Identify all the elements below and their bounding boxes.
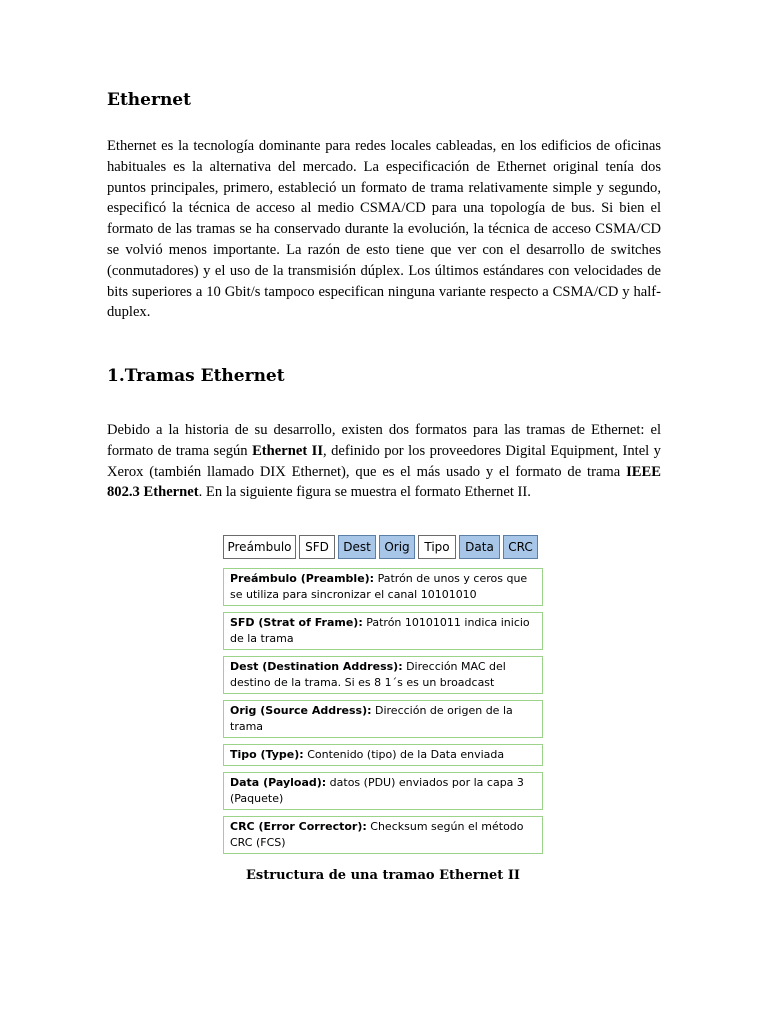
field-definition [223, 612, 543, 650]
field-definition [223, 700, 543, 738]
definition-term: Tipo (Type): [230, 748, 304, 761]
definition-term: Orig (Source Address): [230, 704, 372, 717]
ethernet-ii-term: Ethernet II [252, 442, 323, 459]
definition-text: Dirección MAC del destino de la trama. Si es 8 1´s es un broadcast [230, 660, 506, 689]
frame-field-dest: Dest [338, 535, 376, 559]
frame-field-data: Data [459, 535, 500, 559]
section-title-tramas: 1.Tramas Ethernet [107, 366, 285, 386]
definition-text: Patrón 10101011 indica inicio de la trama [230, 616, 530, 645]
ieee-term: IEEE 802.3 Ethernet [107, 463, 661, 501]
definition-text: Dirección de origen de la trama [230, 704, 513, 733]
definition-term: Dest (Destination Address): [230, 660, 403, 673]
definition-text: Contenido (tipo) de la Data enviada [303, 748, 505, 761]
field-definition [223, 568, 543, 606]
field-definition [223, 744, 543, 766]
definition-text: Patrón de unos y ceros que se utiliza para sincronizar el canal 10101010 [230, 572, 528, 601]
frame-field-strip [223, 535, 543, 559]
field-definition [223, 772, 543, 810]
definition-term: Preámbulo (Preamble): [230, 572, 375, 585]
definition-term: SFD (Strat of Frame): [230, 616, 363, 629]
intro-paragraph: Ethernet es la tecnología dominante para redes locales cableadas, en los edificios de oficinas habituales es la alternativa del mercado. La especificación de Ethernet original tenía dos puntos principales, primero, estableció un formato de trama relativamente simple y segundo, especificó la técnica de acceso al medio CSMA/CD para una topología de bus. Si bien el formato de las tramas se ha conservado durante la evolución, la técnica de acceso CSMA/CD se volvió menos importante. La razón de esto tiene que ver con el desarrollo de switches (conmutadores) y el uso de la transmisión dúplex. Los últimos estándares con velocidades de bits superiores a 10 Gbit/s tampoco especifican ninguna variante respecto a CSMA/CD y half-duplex. [107, 138, 661, 321]
frame-field-tipo: Tipo [418, 535, 456, 559]
frame-field-orig: Orig [379, 535, 415, 559]
frame-structure-figure [223, 535, 543, 854]
section-title-ethernet: Ethernet [107, 90, 191, 110]
frame-field-crc: CRC [503, 535, 538, 559]
definition-text: datos (PDU) enviados por la capa 3 (Paquete) [230, 776, 524, 805]
paragraph-text: , definido por los proveedores Digital Equipment, Intel y Xerox (también llamado DIX Ethernet), que es el más usado y el formato de trama [107, 442, 661, 480]
paragraph-text: Debido a la historia de su desarrollo, existen dos formatos para las tramas de Ethernet: el formato de trama según [107, 422, 661, 459]
tramas-paragraph [107, 420, 661, 503]
frame-field-sfd: SFD [299, 535, 335, 559]
definition-text: Checksum según el método CRC (FCS) [230, 820, 524, 849]
frame-field-preámbulo: Preámbulo [223, 535, 296, 559]
figure-caption: Estructura de una tramao Ethernet II [246, 868, 520, 883]
field-definition [223, 816, 543, 854]
field-definitions [223, 568, 543, 854]
definition-term: Data (Payload): [230, 776, 327, 789]
paragraph-text: . En la siguiente figura se muestra el formato Ethernet II. [198, 484, 531, 501]
field-definition [223, 656, 543, 694]
definition-term: CRC (Error Corrector): [230, 820, 367, 833]
